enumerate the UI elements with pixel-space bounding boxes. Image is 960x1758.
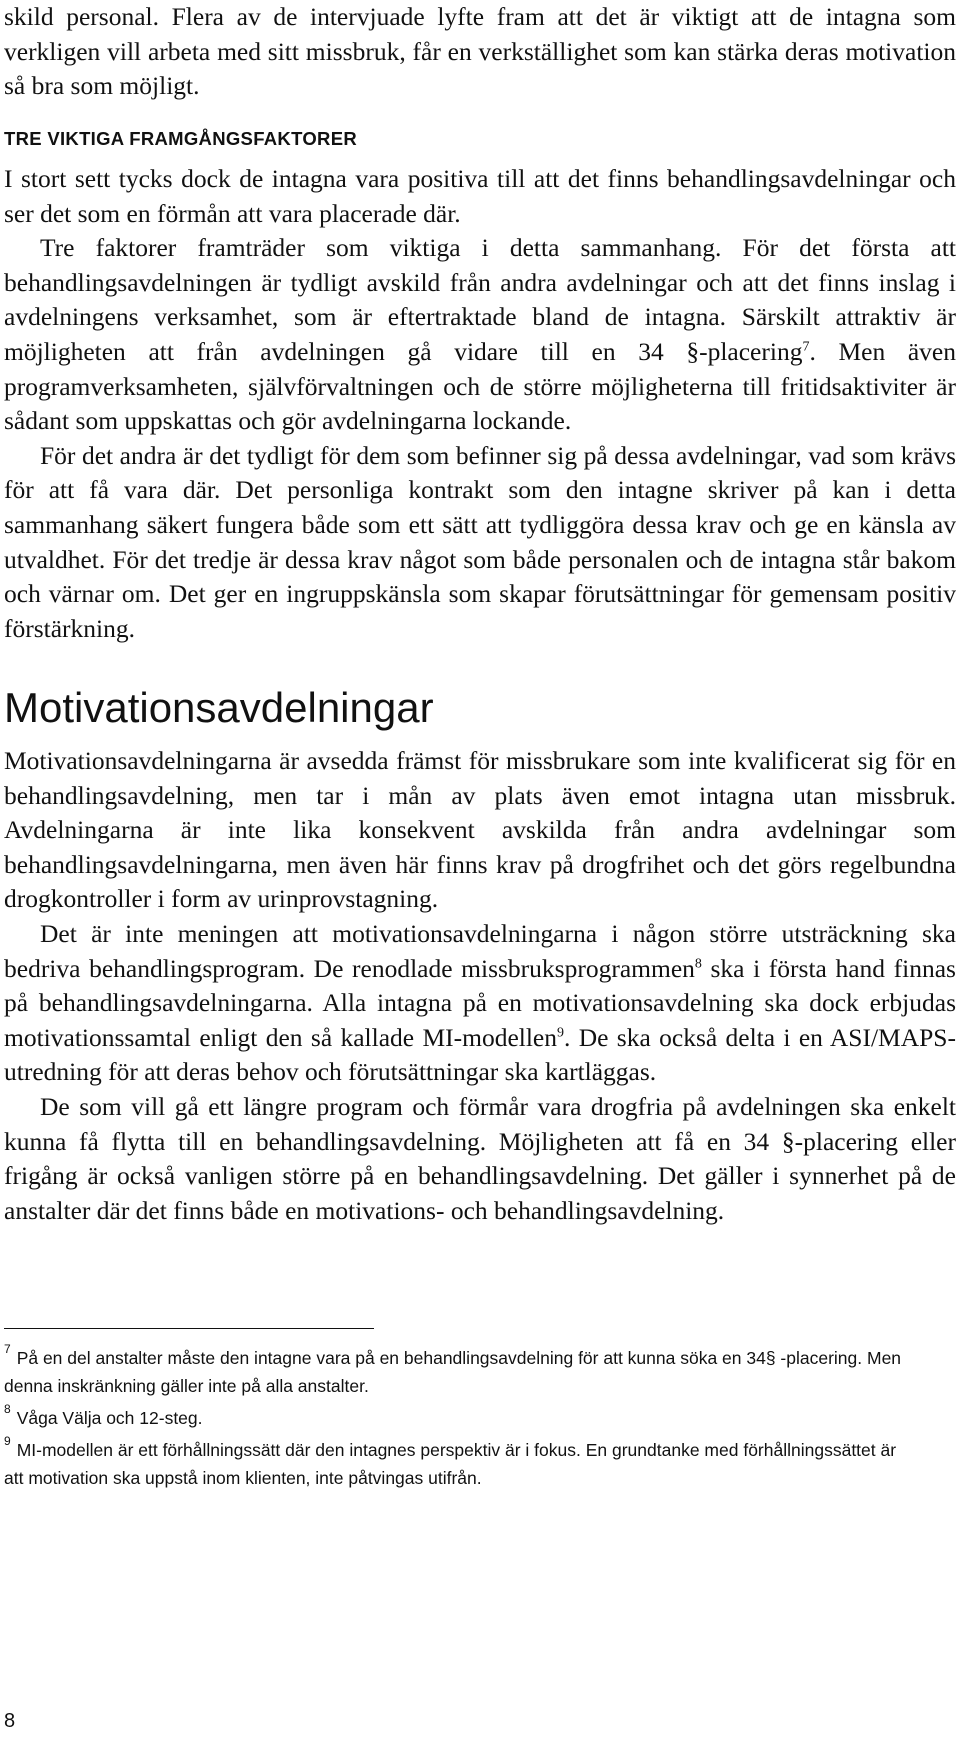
section-paragraph-1: Motivationsavdelningarna är avsedda främst för missbrukare som inte kvalificerat sig för en behandlingsavdelning, men tar i mån av plats även emot intagna utan missbruk. Avdelningarna är inte lika konsekvent avskilda från andra avdelningar som behandlingsavdelningarna, men även här finns krav på drogfrihet och det görs regelbundna drogkontroller i form av urinprovstagning. bbox=[4, 746, 956, 914]
section-title: Motivationsavdelningar bbox=[4, 684, 434, 731]
footnote-ref-7[interactable]: 7 bbox=[802, 339, 810, 355]
footnote-9: $^9$ MI-modellen är ett förhållningssätt där den intagnes perspektiv är i fokus. En grundtanke med förhållningssättet är att motivation ska uppstå inom klienten, inte påtvingas utifrån. bbox=[4, 1434, 897, 1488]
footnote-7: $^7$ På en del anstalter måste den intagne vara på en behandlingsavdelning för att kunna söka en 34§ -placering. Men denna inskränkning gäller inte på alla anstalter. bbox=[4, 1342, 902, 1396]
intro-paragraph: skild personal. Flera av de intervjuade lyfte fram att det är viktigt att de intagna som verkligen vill arbeta med sitt missbruk, får en verkställighet som kan stärka deras motivation så bra som möjligt. bbox=[4, 2, 956, 101]
page-number: 8 bbox=[4, 1710, 16, 1732]
section-paragraph-2: Det är inte meningen att motivationsavdelningarna i någon större utsträckning ska bedriva behandlingsprogram. De renodlade missbruksprogrammen$^8$ ska i första hand finnas på behandlingsavdelningarna. Alla intagna på en motivationsavdelning ska dock erbjudas motivationssamtal enligt den så kallade MI-modellen$^9$. De ska också delta i en ASI/MAPS-utredning för att deras behov och förutsättningar ska kartläggas. bbox=[4, 918, 956, 1087]
footnote-divider bbox=[4, 1328, 374, 1329]
subsection-heading: TRE VIKTIGA FRAMGÅNGSFAKTORER bbox=[4, 128, 358, 149]
subsection-paragraph-1: I stort sett tycks dock de intagna vara positiva till att det finns behandlingsavdelningar och ser det som en förmån att vara placerade där. bbox=[4, 164, 956, 228]
footnote-8: $^8$ Våga Välja och 12-steg. bbox=[4, 1402, 203, 1428]
subsection-paragraph-3: För det andra är det tydligt för dem som befinner sig på dessa avdelningar, vad som krävs för att få vara där. Det personliga kontrakt som den intagne skriver på kan i detta sammanhang säkert fungera både som ett sätt att tydliggöra dessa krav och ge en känsla av utvaldhet. För det tredje är dessa krav något som både personalen och de intagna står bakom och värnar om. Det ger en ingruppskänsla som skapar förutsättningar för gemensam positiv förstärkning. bbox=[4, 440, 956, 643]
subsection-block bbox=[4, 162, 956, 646]
section-block bbox=[4, 744, 956, 1228]
intro-block bbox=[4, 0, 956, 104]
footnotes bbox=[4, 1344, 904, 1496]
subsection-paragraph-2: Tre faktorer framträder som viktiga i detta sammanhang. För det första att behandlingsavdelningen är tydligt avskild från andra avdelningar och att det finns inslag i avdelningens verksamhet, som är eftertraktade bland de intagna. Särskilt attraktiv är möjligheten att från avdelningen gå vidare till en 34 §-placering$^7$. Men även programverksamheten, självförvaltningen och de större möjligheterna till fritidsaktiviter är sådant som uppskattas och gör avdelningarna lockande. bbox=[4, 233, 956, 436]
footnote-ref-8[interactable]: 8 bbox=[694, 956, 702, 972]
section-paragraph-3: De som vill gå ett längre program och förmår vara drogfria på avdelningen ska enkelt kunna få flytta till en behandlingsavdelning. Möjligheten att få en 34 §-placering eller frigång är också vanligen större på en behandlingsavdelning. Det gäller i synnerhet på de anstalter där det finns både en motivations- och behandlingsavdelning. bbox=[4, 1091, 956, 1225]
footnote-ref-9[interactable]: 9 bbox=[557, 1025, 564, 1041]
